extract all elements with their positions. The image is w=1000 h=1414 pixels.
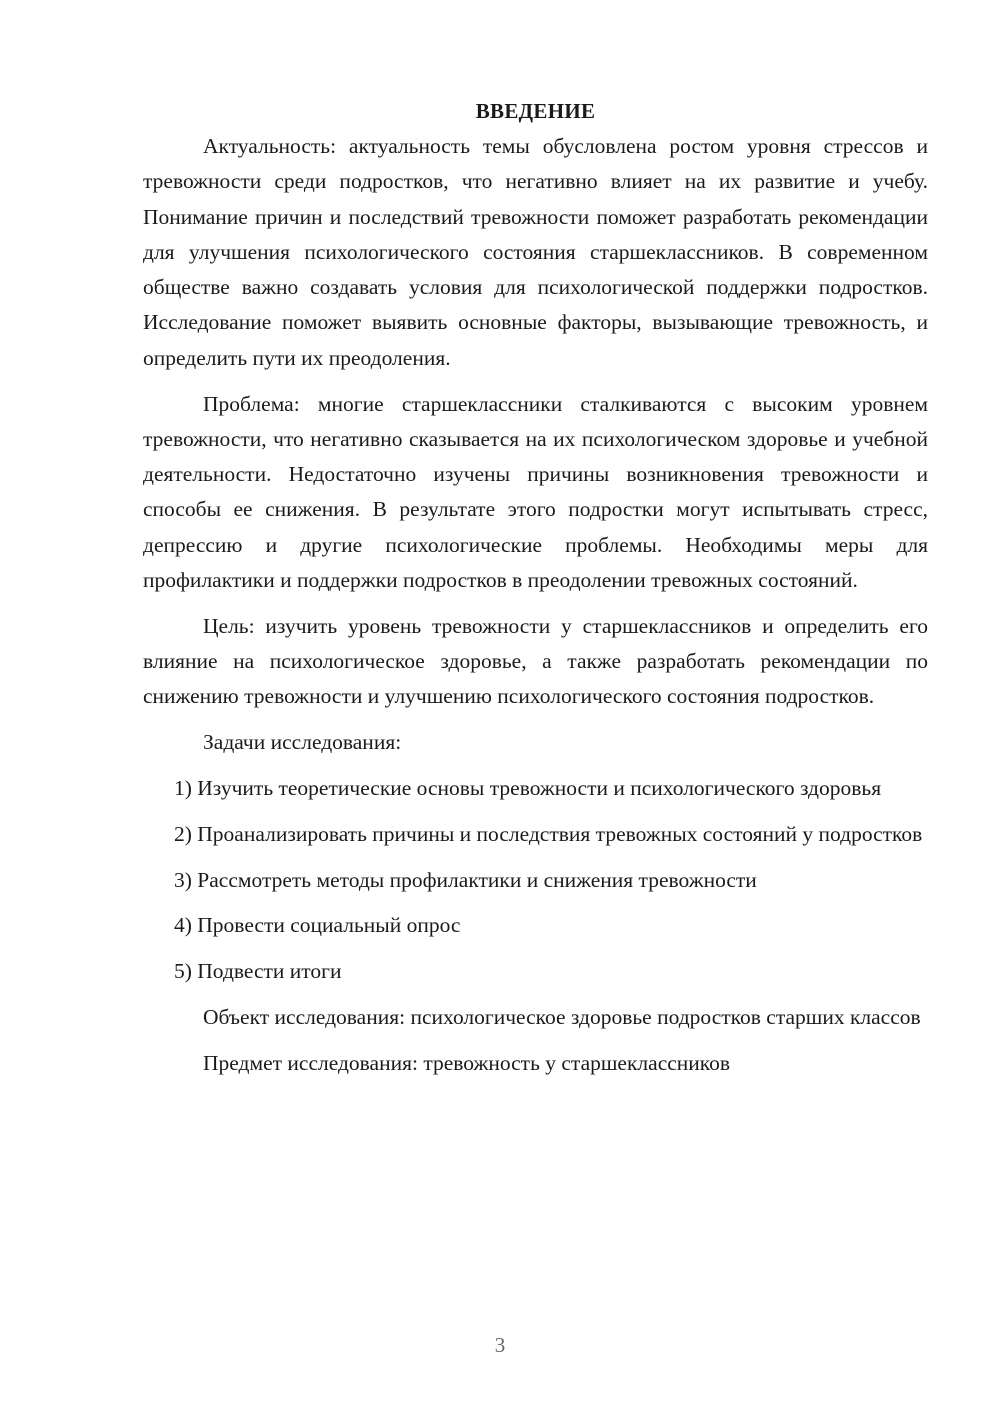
task-item: 3) Рассмотреть методы профилактики и снижения тревожности (174, 867, 757, 892)
document-page (143, 94, 928, 1092)
section-title: ВВЕДЕНИЕ (475, 99, 596, 123)
paragraph-problem: Проблема: многие старшеклассники сталкиваются с высоким уровнем тревожности, что негативно сказывается на их психологическом здоровье и учебной деятельности. Недостаточно изучены причины возникновения тревожности и способы ее снижения. В результате этого подростки могут испытывать стресс, депрессию и другие психологические проблемы. Необходимы меры для профилактики и поддержки подростков в преодолении тревожных состояний. (143, 391, 928, 593)
paragraph-relevance: Актуальность: актуальность темы обусловлена ростом уровня стрессов и тревожности среди подростков, что негативно влияет на их развитие и учебу. Понимание причин и последствий тревожности поможет разработать рекомендации для улучшения психологического состояния старшеклассников. В современном обществе важно создавать условия для психологической поддержки подростков. Исследование поможет выявить основные факторы, вызывающие тревожность, и определить пути их преодоления. (143, 134, 928, 370)
task-item: 1) Изучить теоретические основы тревожности и психологического здоровья (174, 776, 882, 801)
task-item: 5) Подвести итоги (174, 959, 342, 984)
paragraph-subject: Предмет исследования: тревожность у старшеклассников (203, 1050, 731, 1075)
paragraph-tasks-heading: Задачи исследования: (203, 730, 402, 755)
paragraph-goal: Цель: изучить уровень тревожности у старшеклассников и определить его влияние на психологическое здоровье, а также разработать рекомендации по снижению тревожности и улучшению психологического состояния подростков. (143, 613, 928, 709)
task-item: 2) Проанализировать причины и последствия тревожных состояний у подростков (174, 821, 923, 846)
task-item: 4) Провести социальный опрос (174, 913, 461, 938)
page-number: 3 (494, 1333, 506, 1357)
paragraph-object: Объект исследования: психологическое здоровье подростков старших классов (203, 1005, 921, 1030)
